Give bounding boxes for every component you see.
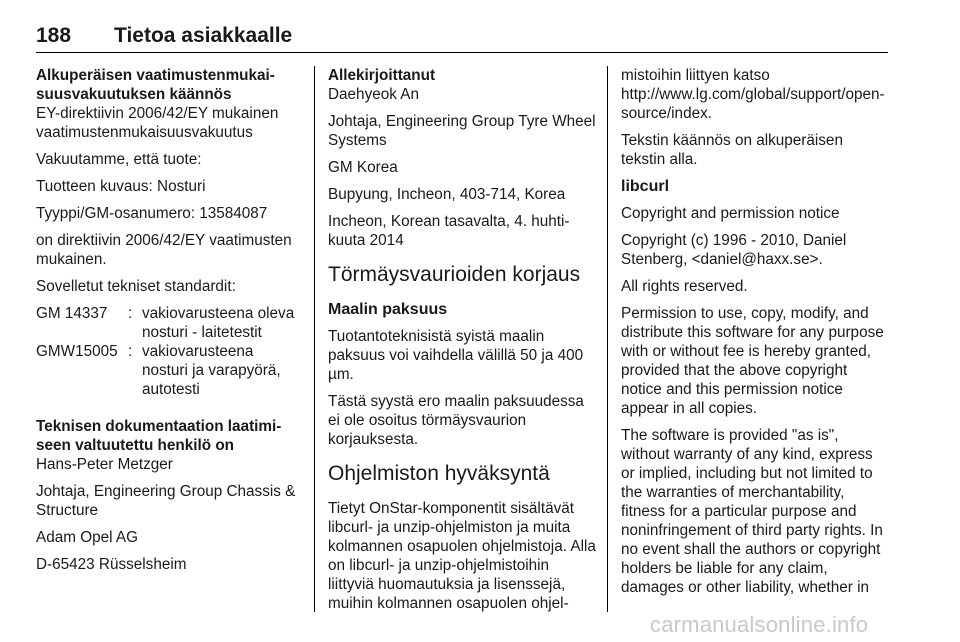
paragraph: GM Korea [328,159,398,176]
paragraph: mistoihin liittyen katso http://www.lg.com/global/support/open-source/index. [621,67,885,122]
paragraph: Copyright and permission notice [621,205,840,222]
declaration-heading: Alkuperäisen vaatimustenmukaisuusvakuutuksen käännös [36,67,275,103]
paragraph: The software is provided "as is", without warranty of any kind, express or implied, including but not limited to the warranties of merchantability, fitness for a particular purpose and noninfringement of third party rights. In no event shall the authors or copyright holders be liable for any claim, damages or other liability, whether in [621,427,883,596]
standard-code: GMW15005 [36,343,118,360]
paragraph: Johtaja, Engineering Group Tyre Wheel Systems [328,113,596,149]
section-heading: Törmäysvaurioiden korjaus [328,263,581,286]
paragraph: Tuotantoteknisistä syistä maalin paksuus voi vaihdella välillä 50 ja 400 µm. [328,328,584,383]
authorized-person-heading: Teknisen dokumentaation laatimiseen valtuutettu henkilö on [36,418,282,454]
standard-separator: : [128,305,133,322]
paragraph: D-65423 Rüsselsheim [36,556,187,573]
subsection-heading: libcurl [621,178,670,195]
page-header [36,22,888,53]
paragraph: EY-direktiivin 2006/42/EY mukainen vaatimustenmukaisuusvakuutus [36,105,279,141]
paragraph: Sovelletut tekniset standardit: [36,278,236,295]
paragraph: Johtaja, Engineering Group Chassis & Structure [36,483,296,519]
paragraph: Tekstin käännös on alkuperäisen tekstin alla. [621,132,843,168]
paragraph: Daehyeok An [328,86,419,103]
signatory-heading: Allekirjoittanut [328,67,436,84]
column-right [621,66,889,605]
paragraph: Copyright (c) 1996 - 2010, Daniel Stenberg, <daniel@haxx.se>. [621,232,847,268]
standard-code: GM 14337 [36,305,108,322]
column-middle [328,66,596,621]
paragraph: Tietyt OnStar-komponentit sisältävät libcurl- ja unzip-ohjelmiston ja muita kolmannen osapuolen ohjelmistoja. Alla on libcurl- ja unzip-ohjelmistoihin liittyviä huomautuksia ja lisenssejä, muihin kolmannen osapuolen ohjel- [328,500,596,612]
paragraph: Adam Opel AG [36,529,139,546]
paragraph: Tyyppi/GM-osanumero: 13584087 [36,205,268,222]
paragraph: Incheon, Korean tasavalta, 4. huhtikuuta 2014 [328,213,570,249]
paragraph: All rights reserved. [621,278,748,295]
subsection-heading: Maalin paksuus [328,301,448,318]
paragraph: Hans-Peter Metzger [36,456,173,473]
page-title: Tietoa asiakkaalle [114,24,293,47]
page-number: 188 [36,24,72,47]
standard-separator: : [128,343,133,360]
paragraph: Permission to use, copy, modify, and distribute this software for any purpose with or without fee is hereby granted, provided that the above copyright notice and this permission notice appear in all copies. [621,305,884,417]
paragraph: Tuotteen kuvaus: Nosturi [36,178,206,195]
paragraph: Bupyung, Incheon, 403-714, Korea [328,186,566,203]
column-left [36,66,298,582]
watermark-site: carmanualsonline.info [650,612,869,637]
column-divider [314,66,315,612]
paragraph: Vakuutamme, että tuote: [36,151,202,168]
section-heading: Ohjelmiston hyväksyntä [328,462,550,485]
standard-description: vakiovarusteena nosturi ja varapyörä, autotesti [142,343,281,398]
standard-description: vakiovarusteena oleva nosturi - laitetestit [142,305,295,341]
column-divider [607,66,608,612]
standards-table [36,304,298,399]
paragraph: on direktiivin 2006/42/EY vaatimusten mukainen. [36,232,292,268]
paragraph: Tästä syystä ero maalin paksuudessa ei ole osoitus törmäysvaurion korjauksesta. [328,393,584,448]
